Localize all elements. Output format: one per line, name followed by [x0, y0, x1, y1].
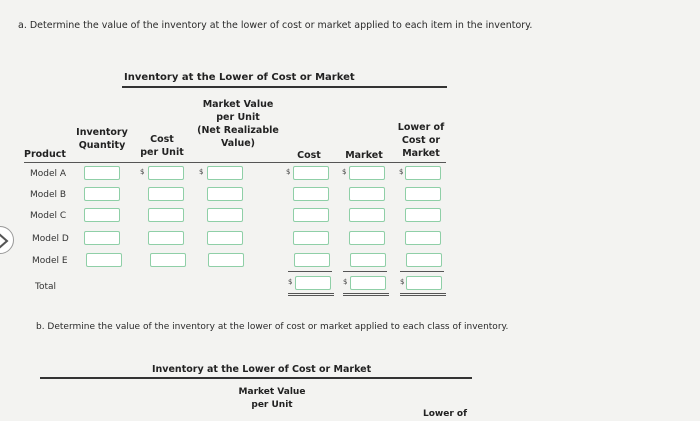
- lower-column-sum-line: [400, 271, 444, 272]
- model-c-market-input[interactable]: [349, 208, 385, 222]
- model-b-cost-input[interactable]: [293, 187, 329, 201]
- table-a-header-rule: [24, 162, 446, 163]
- dollar-sign: $: [343, 278, 348, 286]
- model-a-market-input[interactable]: [349, 166, 385, 180]
- dollar-sign: $: [342, 168, 347, 176]
- model-a-market-value-input[interactable]: [207, 166, 243, 180]
- model-e-lower-input[interactable]: [406, 253, 442, 267]
- model-d-cost-input[interactable]: [293, 231, 329, 245]
- header-cost: Cost: [297, 150, 321, 161]
- table-a-title: Inventory at the Lower of Cost or Market: [124, 72, 355, 83]
- dollar-sign: $: [140, 168, 145, 176]
- model-e-market-input[interactable]: [350, 253, 386, 267]
- total-market-input[interactable]: [350, 276, 386, 290]
- model-d-market-input[interactable]: [349, 231, 385, 245]
- model-e-cost-per-unit-input[interactable]: [150, 253, 186, 267]
- table-b-title-rule: [40, 377, 472, 379]
- row-label-model-d: Model D: [32, 234, 69, 244]
- table-b-title: Inventory at the Lower of Cost or Market: [152, 364, 372, 375]
- model-c-cost-per-unit-input[interactable]: [148, 208, 184, 222]
- model-b-market-value-input[interactable]: [207, 187, 243, 201]
- model-a-cost-input[interactable]: [293, 166, 329, 180]
- previous-arrow-button[interactable]: [0, 226, 14, 254]
- total-market-double-rule: [343, 293, 389, 294]
- model-d-market-value-input[interactable]: [207, 231, 243, 245]
- dollar-sign: $: [399, 168, 404, 176]
- question-a-text: a. Determine the value of the inventory at the lower of cost or market applied to each item in the inventory.: [18, 20, 533, 31]
- row-label-model-b: Model B: [30, 190, 67, 200]
- chevron-left-icon: [0, 227, 15, 255]
- total-lower-double-rule: [400, 293, 446, 294]
- model-c-quantity-input[interactable]: [84, 208, 120, 222]
- total-cost-input[interactable]: [295, 276, 331, 290]
- total-lower-double-rule-2: [400, 295, 446, 296]
- header-market: Market: [345, 150, 383, 161]
- row-label-total: Total: [35, 282, 57, 292]
- total-market-double-rule-2: [343, 295, 389, 296]
- cost-column-sum-line: [288, 271, 332, 272]
- header-lower-of-cost-or-market: Lower of Cost or Market: [397, 122, 445, 159]
- model-c-cost-input[interactable]: [293, 208, 329, 222]
- header-inventory-quantity: Inventory Quantity: [76, 127, 128, 151]
- dollar-sign: $: [199, 168, 204, 176]
- model-e-cost-input[interactable]: [294, 253, 330, 267]
- header-market-value: Market Value per Unit (Net Realizable Value): [197, 99, 279, 149]
- model-b-market-input[interactable]: [349, 187, 385, 201]
- market-column-sum-line: [343, 271, 387, 272]
- total-lower-input[interactable]: [406, 276, 442, 290]
- total-cost-double-rule-2: [288, 295, 334, 296]
- row-label-model-c: Model C: [30, 211, 67, 221]
- model-b-lower-input[interactable]: [405, 187, 441, 201]
- table-b-header-market-value: Market Value per Unit: [238, 387, 306, 410]
- dollar-sign: $: [400, 278, 405, 286]
- table-a-title-rule: [122, 86, 447, 88]
- model-c-market-value-input[interactable]: [207, 208, 243, 222]
- model-d-cost-per-unit-input[interactable]: [148, 231, 184, 245]
- total-cost-double-rule: [288, 293, 334, 294]
- model-b-quantity-input[interactable]: [84, 187, 120, 201]
- row-label-model-a: Model A: [30, 169, 67, 179]
- table-b-header-lower-of: Lower of: [422, 409, 467, 419]
- model-c-lower-input[interactable]: [405, 208, 441, 222]
- model-e-quantity-input[interactable]: [86, 253, 122, 267]
- question-b-text: b. Determine the value of the inventory at the lower of cost or market applied to each class of inventory.: [36, 322, 509, 332]
- model-a-lower-input[interactable]: [405, 166, 441, 180]
- header-cost-per-unit: Cost per Unit: [140, 134, 184, 158]
- model-a-cost-per-unit-input[interactable]: [148, 166, 184, 180]
- row-label-model-e: Model E: [32, 256, 68, 266]
- header-product: Product: [24, 149, 66, 160]
- model-d-quantity-input[interactable]: [84, 231, 120, 245]
- dollar-sign: $: [286, 168, 291, 176]
- model-e-market-value-input[interactable]: [208, 253, 244, 267]
- model-b-cost-per-unit-input[interactable]: [148, 187, 184, 201]
- model-d-lower-input[interactable]: [405, 231, 441, 245]
- model-a-quantity-input[interactable]: [84, 166, 120, 180]
- dollar-sign: $: [288, 278, 293, 286]
